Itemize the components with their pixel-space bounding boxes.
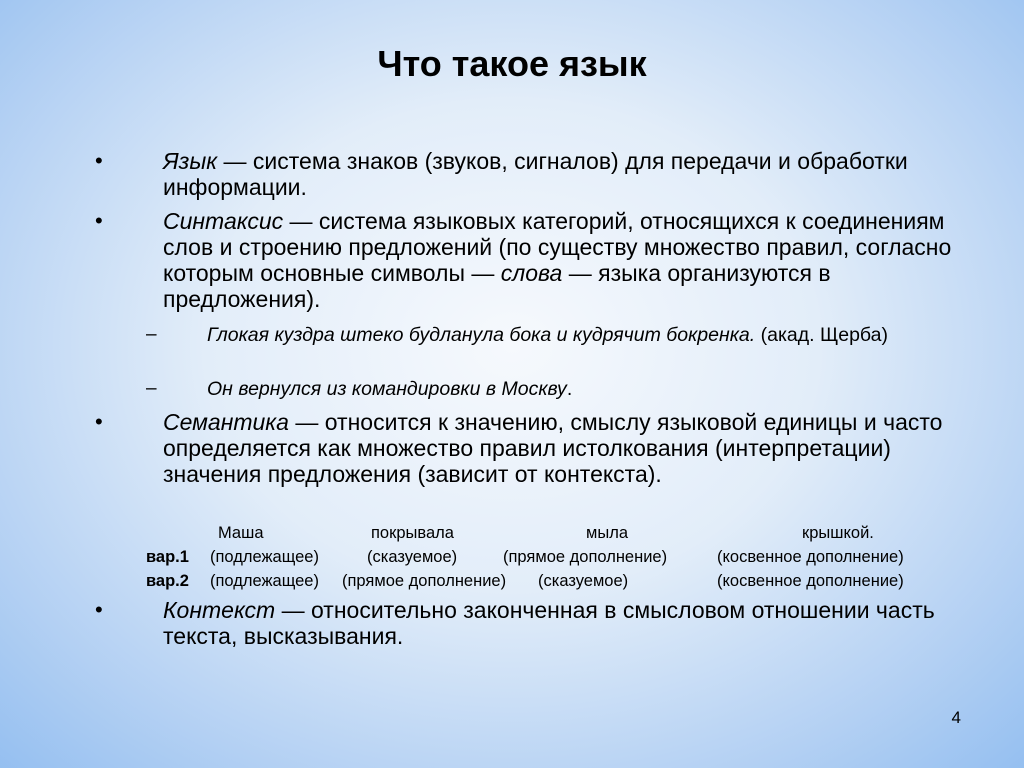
example-word: крышкой.	[802, 524, 874, 542]
variant-role: (косвенное дополнение)	[717, 548, 904, 566]
shcherba-sentence: Глокая куздра штеко будланула бока и кудрячит бокренка.	[207, 324, 756, 346]
sub-bullet-shcherba-example	[207, 323, 987, 347]
bullet-context	[163, 597, 963, 649]
semantics-definition: — относится к значению, смыслу языковой единицы и часто определяется как множество правил истолкования (интерпретации) значения предложения (зависит от контекста).	[163, 409, 943, 487]
example-word: покрывала	[371, 524, 454, 542]
bullet-language	[163, 148, 963, 200]
shcherba-attribution: (акад. Щерба)	[755, 324, 888, 346]
term-syntax: Синтаксис	[163, 208, 284, 234]
bullet-marker: •	[95, 208, 103, 233]
term-language: Язык	[163, 148, 218, 174]
variant-role: (подлежащее)	[210, 548, 319, 566]
variant-label: вар.2	[146, 572, 189, 590]
syntax-definition-part2: — языка организуются в предложения).	[163, 260, 831, 312]
term-semantics: Семантика	[163, 409, 289, 435]
bullet-marker: •	[95, 409, 103, 434]
sub-bullet-marker: –	[146, 324, 157, 345]
variant-role: (сказуемое)	[367, 548, 458, 566]
page-number: 4	[951, 708, 961, 727]
variant-role: (косвенное дополнение)	[717, 572, 904, 590]
example-word: Маша	[218, 524, 264, 542]
slide-title: Что такое язык	[377, 43, 647, 84]
bullet-semantics	[163, 409, 963, 487]
sub-bullet-moscow-example	[207, 377, 987, 401]
variant-role: (прямое дополнение)	[342, 572, 507, 590]
syntax-definition-part1: — система языковых категорий, относящихся к соединениям слов и строению предложений (по существу множество правил, согласно которым основные символы —	[163, 208, 952, 286]
term-words: слова	[500, 260, 563, 286]
moscow-period: .	[566, 378, 573, 400]
context-definition: — относительно законченная в смысловом отношении часть текста, высказывания.	[163, 597, 935, 649]
sub-bullet-marker: –	[146, 378, 157, 399]
variant-role: (сказуемое)	[538, 572, 629, 590]
term-context: Контекст	[163, 597, 276, 623]
variant-role: (прямое дополнение)	[503, 548, 668, 566]
bullet-marker: •	[95, 148, 103, 173]
moscow-sentence: Он вернулся из командировки в Москву	[207, 378, 567, 400]
example-word: мыла	[586, 524, 629, 542]
bullet-marker: •	[95, 597, 103, 622]
variant-role: (подлежащее)	[210, 572, 319, 590]
bullet-syntax	[163, 208, 963, 312]
language-definition: — система знаков (звуков, сигналов) для передачи и обработки информации.	[163, 148, 908, 200]
variant-label: вар.1	[146, 548, 189, 566]
